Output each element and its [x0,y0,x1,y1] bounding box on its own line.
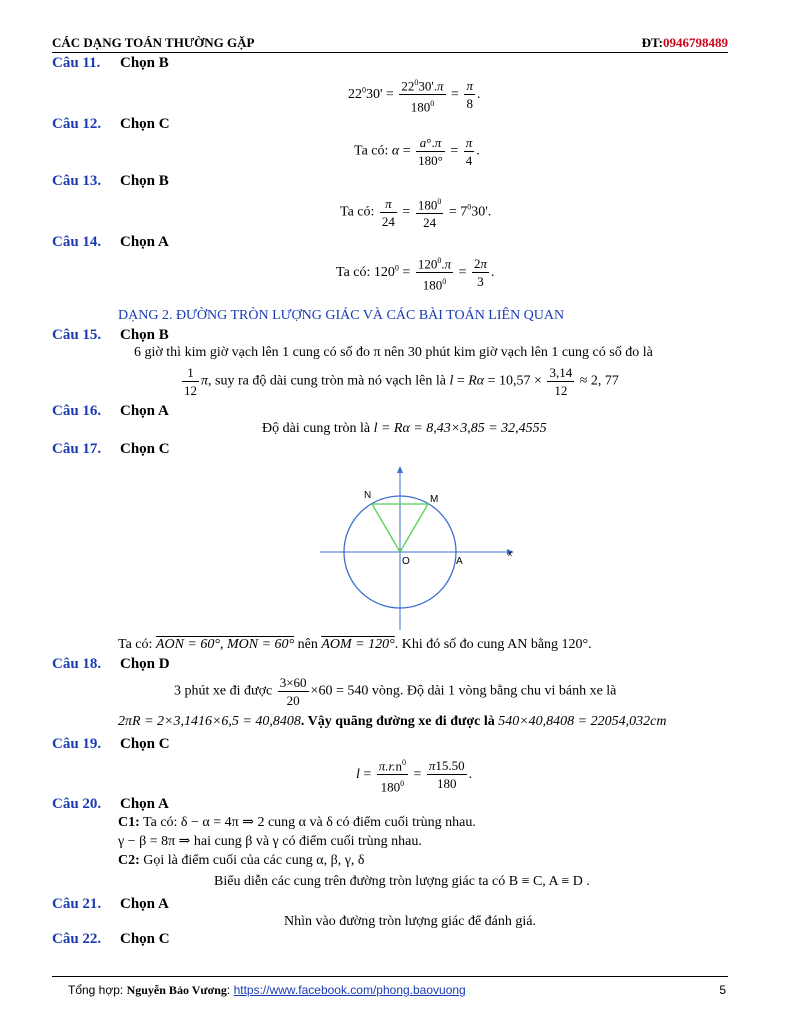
answer-choice: Chọn D [120,656,170,672]
answer-choice: Chọn C [120,736,170,752]
question-label: Câu 11. [52,55,101,71]
formula-q11: $22^030'$ = $\frac{22^030'.\pi}{180^0}$ = $\frac{\pi}{8}$ . [348,74,480,116]
section-title: DẠNG 2. ĐƯỜNG TRÒN LƯỢNG GIÁC VÀ CÁC BÀI TOÁN LIÊN QUAN [118,308,565,323]
answer-choice: Chọn B [120,173,169,189]
q20-line2: γ − β = 8π ⇒ hai cung β và γ có điểm cuối trùng nhau. [118,834,422,849]
answer-choice: Chọn A [120,796,169,812]
q15-text-line1: 6 giờ thì kim giờ vạch lên 1 cung có số đo π nên 30 phút kim giờ vạch lên 1 cung có số đo là [134,345,653,360]
q17-text: Ta có: AON = 60°, MON = 60° nên AOM = 120°. Khi đó số đo cung AN bằng 120°. [118,637,592,652]
header-title: CÁC DẠNG TOÁN THƯỜNG GẶP [52,35,255,50]
question-label: Câu 15. [52,327,102,343]
label-N: N [364,490,372,501]
label-M: M [430,494,439,505]
formula-q12: Ta có: α = $\frac{a^\circ.\pi}{180^\circ}$ = $\frac{\pi}{4}$ . [354,135,480,168]
answer-choice: Chọn C [120,116,170,132]
formula-q14: Ta có: $120^0$ = $\frac{120^0.\pi}{180^0}$ = $\frac{2\pi}{3}$ . [336,252,495,294]
answer-choice: Chọn A [120,234,169,250]
answer-choice: Chọn B [120,55,169,71]
question-label: Câu 16. [52,403,102,419]
answer-choice: Chọn B [120,327,169,343]
unit-circle-diagram [316,462,522,632]
question-label: Câu 14. [52,234,102,250]
q20-c2: C2: Gọi là điểm cuối của các cung α, β, γ, δ [118,853,365,868]
answer-choice: Chọn C [120,931,170,947]
answer-choice: Chọn A [120,403,169,419]
page-number: 5 [719,983,726,997]
label-A: A [456,556,463,567]
facebook-link[interactable]: https://www.facebook.com/phong.baovuong [233,983,466,997]
q20-line4: Biểu diễn các cung trên đường tròn lượng giác ta có B ≡ C, A ≡ D . [214,874,590,889]
page-footer [52,976,728,1001]
q20-c1: C1: Ta có: δ − α = 4π ⇒ 2 cung α và δ có điểm cuối trùng nhau. [118,815,476,830]
answer-choice: Chọn A [120,896,169,912]
answer-choice: Chọn C [120,441,170,457]
q18-line2: 2πR = 2×3,1416×6,5 = 40,8408. Vậy quãng đường xe đi được là 540×40,8408 = 22054,032cm [118,714,667,729]
q18-line1: 3 phút xe đi được $\frac{3\times 60}{20}$ ×60 = 540 vòng. Độ dài 1 vòng bằng chu vi bánh xe là [174,675,617,708]
label-O: O [402,556,410,567]
q21-text: Nhìn vào đường tròn lượng giác để đánh giá. [284,914,536,929]
footer-credit: Tổng hợp: Nguyễn Bảo Vương: https://www.facebook.com/phong.baovuong [68,983,466,997]
q16-text: Độ dài cung tròn là l = Rα = 8,43×3,85 = 32,4555 [262,421,547,436]
formula-q19: l = $\frac{\pi.r.n^0}{180^0}$ = $\frac{\pi 15.50}{180}$ . [356,754,472,796]
y-axis-arrow [397,466,403,473]
question-label: Câu 20. [52,796,102,812]
question-label: Câu 17. [52,441,102,457]
q15-text-line2: $\frac{1}{12}$ π, suy ra độ dài cung tròn mà nó vạch lên là l = Rα = 10,57 × $\frac{3,14}{12}$ ≈ 2, 77 [184,365,619,398]
question-label: Câu 18. [52,656,102,672]
page-header [52,32,728,53]
formula-q13: Ta có: $\frac{\pi}{24}$ = $\frac{180^0}{24}$ = $7^030'$. [340,193,491,231]
question-label: Câu 12. [52,116,102,132]
question-label: Câu 13. [52,173,102,189]
label-x: x [508,549,512,558]
question-label: Câu 22. [52,931,102,947]
question-label: Câu 21. [52,896,102,912]
question-label: Câu 19. [52,736,102,752]
header-phone: ĐT:0946798489 [641,35,728,50]
